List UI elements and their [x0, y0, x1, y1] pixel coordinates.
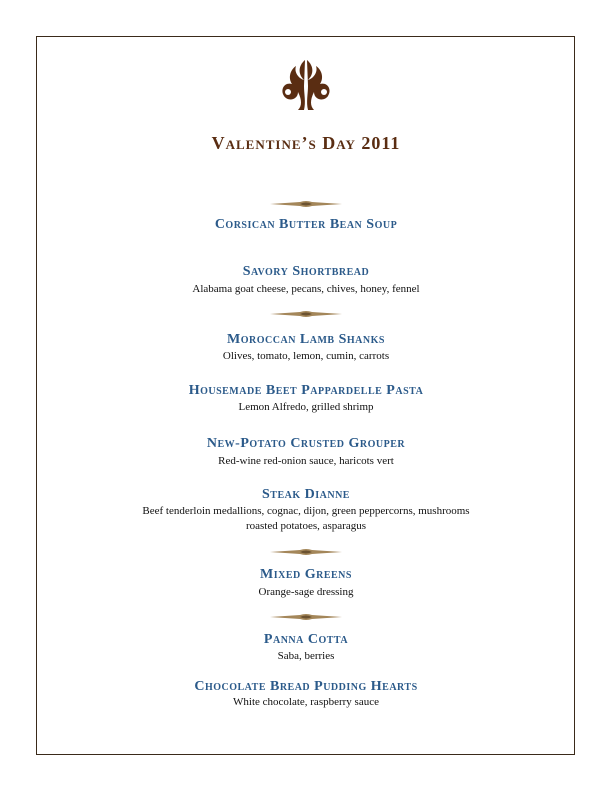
course-description-line2: roasted potatoes, asparagus: [245, 520, 367, 532]
course-name: Chocolate Bread Pudding Hearts: [194, 679, 418, 694]
course-description: Olives, tomato, lemon, cumin, carrots: [222, 350, 390, 362]
course-description: Lemon Alfredo, grilled shrimp: [238, 401, 374, 413]
flourish-divider-icon: [270, 200, 342, 208]
course-description: Beef tenderloin medallions, cognac, dijon, green peppercorns, mushrooms: [142, 505, 470, 517]
course-name: Corsican Butter Bean Soup: [214, 217, 398, 232]
course-name: Moroccan Lamb Shanks: [227, 332, 385, 347]
course-description: White chocolate, raspberry sauce: [233, 696, 379, 708]
course-name: Savory Shortbread: [242, 264, 370, 279]
flourish-divider-icon: [270, 613, 342, 621]
flourish-divider-icon: [270, 310, 342, 318]
course-name: Housemade Beet Pappardelle Pasta: [188, 383, 424, 398]
fleur-ornament-icon: [268, 56, 344, 112]
course-name: Panna Cotta: [263, 632, 349, 647]
course-name: Steak Dianne: [262, 487, 350, 502]
course-name: Mixed Greens: [260, 567, 352, 582]
course-description: Orange-sage dressing: [258, 586, 354, 598]
course-name: New-Potato Crusted Grouper: [206, 436, 406, 451]
course-description: Red-wine red-onion sauce, haricots vert: [218, 455, 394, 467]
flourish-divider-icon: [270, 548, 342, 556]
course-description: Saba, berries: [277, 650, 335, 662]
course-description: Alabama goat cheese, pecans, chives, honey, fennel: [192, 283, 420, 295]
menu-title: Valentine’s Day 2011: [211, 133, 401, 153]
